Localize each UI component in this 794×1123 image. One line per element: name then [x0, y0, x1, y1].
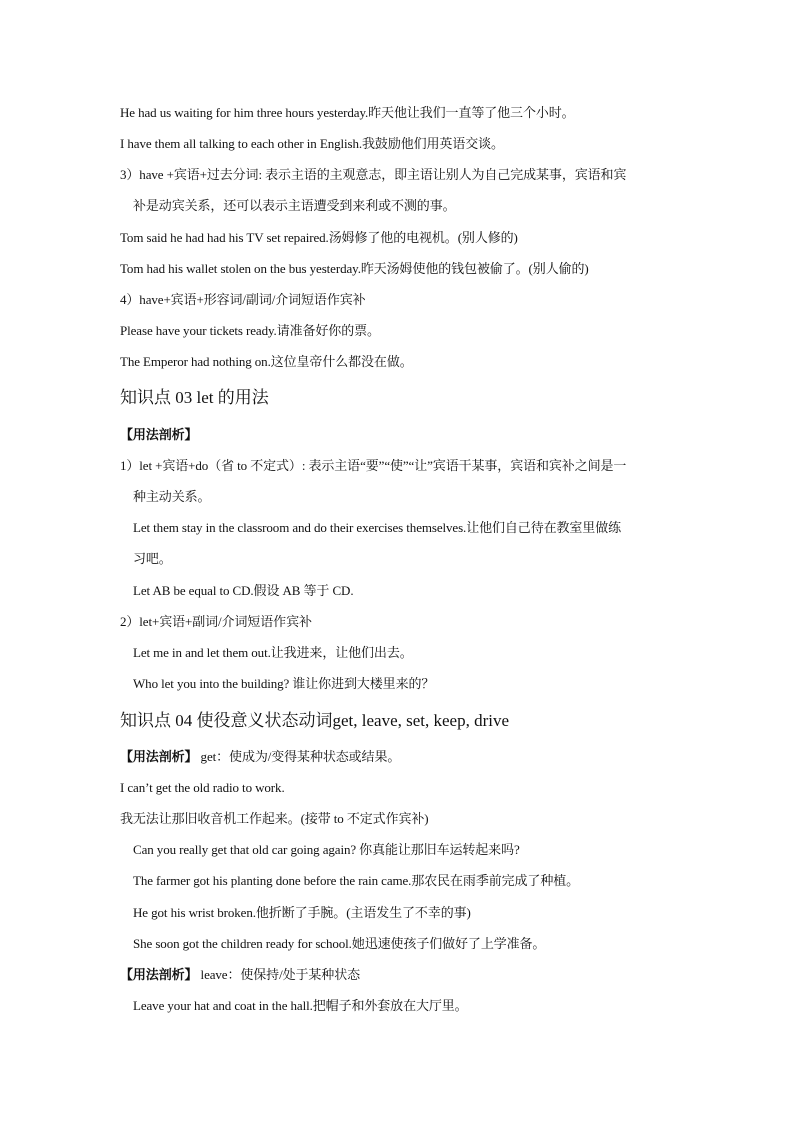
- example-sentence: Tom had his wallet stolen on the bus yesterday.昨天汤姆使他的钱包被偷了。(别人偷的): [120, 261, 589, 276]
- example-sentence: The Emperor had nothing on.这位皇帝什么都没在做。: [120, 354, 413, 369]
- usage-analysis-line: [120, 967, 360, 983]
- example-sentence: Can you really get that old car going again? 你真能让那旧车运转起来吗?: [133, 842, 520, 857]
- rule-item-3-continued: 补是动宾关系，还可以表示主语遭受到来利或不测的事。: [133, 198, 456, 213]
- usage-analysis-line: [120, 749, 400, 765]
- section-heading-03: 知识点 03 let 的用法: [120, 388, 269, 407]
- example-sentence: I can’t get the old radio to work.: [120, 780, 285, 795]
- rule-item-3: 3）have +宾语+过去分词: 表示主语的主观意志，即主语让别人为自己完成某事，宾语和宾: [120, 167, 627, 182]
- rule-item-1-continued: 种主动关系。: [133, 489, 211, 504]
- usage-analysis-text: get：使成为/变得某种状态或结果。: [197, 749, 401, 764]
- section-heading-04: 知识点 04 使役意义状态动词get, leave, set, keep, drive: [120, 711, 510, 730]
- usage-analysis-tag: 【用法剖析】: [120, 749, 198, 764]
- rule-item-1: 1）let +宾语+do（省 to 不定式）: 表示主语“要”“使”“让”宾语干某事，宾语和宾补之间是一: [120, 458, 627, 473]
- example-sentence-continued: 习吧。: [133, 551, 172, 566]
- rule-item-4: 4）have+宾语+形容词/副词/介词短语作宾补: [120, 292, 366, 307]
- example-translation: 我无法让那旧收音机工作起来。(接带 to 不定式作宾补): [120, 811, 429, 826]
- example-sentence: Let them stay in the classroom and do their exercises themselves.让他们自己待在教室里做练: [133, 520, 622, 535]
- usage-analysis-tag: 【用法剖析】: [120, 967, 198, 982]
- example-sentence: He got his wrist broken.他折断了手腕。(主语发生了不幸的事): [133, 905, 471, 920]
- example-sentence: Let me in and let them out.让我进来，让他们出去。: [133, 645, 413, 660]
- example-sentence: Please have your tickets ready.请准备好你的票。: [120, 323, 380, 338]
- rule-item-2: 2）let+宾语+副词/介词短语作宾补: [120, 614, 312, 629]
- example-sentence: She soon got the children ready for school.她迅速使孩子们做好了上学准备。: [133, 936, 546, 951]
- usage-analysis-text: leave：使保持/处于某种状态: [197, 967, 360, 982]
- example-sentence: Tom said he had had his TV set repaired.汤姆修了他的电视机。(别人修的): [120, 230, 518, 245]
- example-sentence: Leave your hat and coat in the hall.把帽子和外套放在大厅里。: [133, 998, 468, 1013]
- example-sentence: Who let you into the building? 谁让你进到大楼里来的？: [133, 676, 435, 691]
- example-sentence: He had us waiting for him three hours yesterday.昨天他让我们一直等了他三个小时。: [120, 105, 575, 120]
- usage-analysis-tag: 【用法剖析】: [120, 427, 198, 442]
- example-sentence: The farmer got his planting done before the rain came.那农民在雨季前完成了种植。: [133, 873, 580, 888]
- example-sentence: Let AB be equal to CD.假设 AB 等于 CD.: [133, 583, 354, 598]
- example-sentence: I have them all talking to each other in English.我鼓励他们用英语交谈。: [120, 136, 504, 151]
